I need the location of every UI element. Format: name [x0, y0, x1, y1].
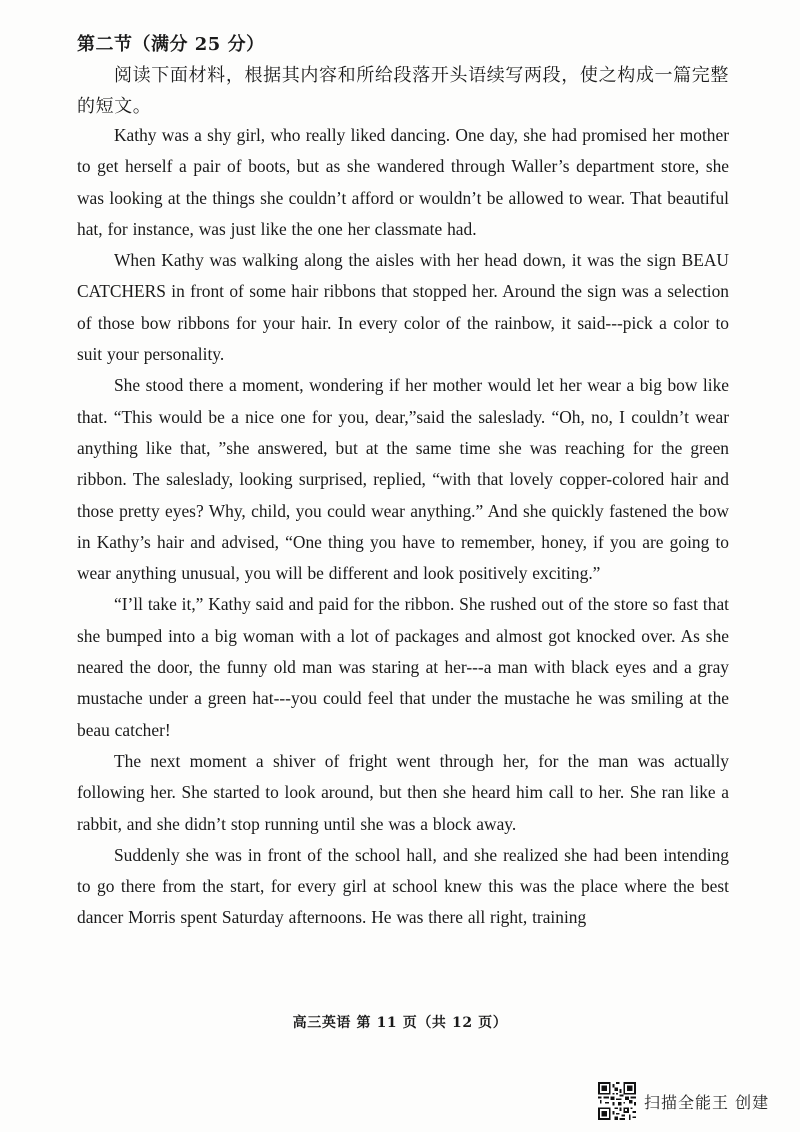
- scanner-label: 扫描全能王 创建: [644, 1092, 770, 1112]
- section-title: 第二节（满分 25 分）: [77, 34, 265, 55]
- page-footer: 高三英语 第 11 页（共 12 页）: [292, 1015, 508, 1031]
- instruction-text: 阅读下面材料，根据其内容和所给段落开头语续写两段，使之构成一篇完整的短文。: [77, 65, 729, 117]
- story-paragraph: The next moment a shiver of fright went through her, for the man was actually following her. She started to look around, but then she heard him call to her. She ran like a rabbit, and she didn’t stop running until she was a block away.: [77, 750, 729, 834]
- story-paragraph: Suddenly she was in front of the school hall, and she realized she had been intending to go there from the start, for every girl at school knew this was the place where the best dancer Morris spent Saturday afternoons. He was there all right, training: [77, 844, 729, 928]
- qr-code-icon: [598, 1082, 636, 1120]
- scanner-watermark: [598, 1082, 769, 1120]
- story-paragraph: Kathy was a shy girl, who really liked dancing. One day, she had promised her mother to get herself a pair of boots, but as she wandered through Waller’s department store, she was looking at the things she couldn’t afford or wouldn’t be allowed to wear. That beautiful hat, for instance, was just like the one her classmate had.: [77, 125, 729, 239]
- story-passage: [77, 120, 729, 934]
- story-paragraph: She stood there a moment, wondering if her mother would let her wear a big bow like that. “This would be a nice one for you, dear,”said the saleslady. “Oh, no, I couldn’t wear anything like that, ”she answered, but at the same time she was reaching for the green ribbon. The saleslady, looking surprised, replied, “with that lovely copper-colored hair and those pretty eyes? Why, child, you could wear anything.” And she quickly fastened the bow in Kathy’s hair and advised, “One thing you have to remember, honey, if you are going to wear anything unusual, you will be different and look positively exciting.”: [77, 375, 729, 584]
- story-paragraph: “I’ll take it,” Kathy said and paid for the ribbon. She rushed out of the store so fast that she bumped into a big woman with a lot of packages and almost got knocked over. As she neared the door, the funny old man was staring at her---a man with black eyes and a gray mustache under a green hat---you could feel that under the mustache he was smiling at the beau catcher!: [77, 594, 729, 740]
- story-paragraph: When Kathy was walking along the aisles with her head down, it was the sign BEAU CATCHERS in front of some hair ribbons that stopped her. Around the sign was a selection of those bow ribbons for your hair. In every color of the rainbow, it said---pick a color to suit your personality.: [77, 250, 729, 365]
